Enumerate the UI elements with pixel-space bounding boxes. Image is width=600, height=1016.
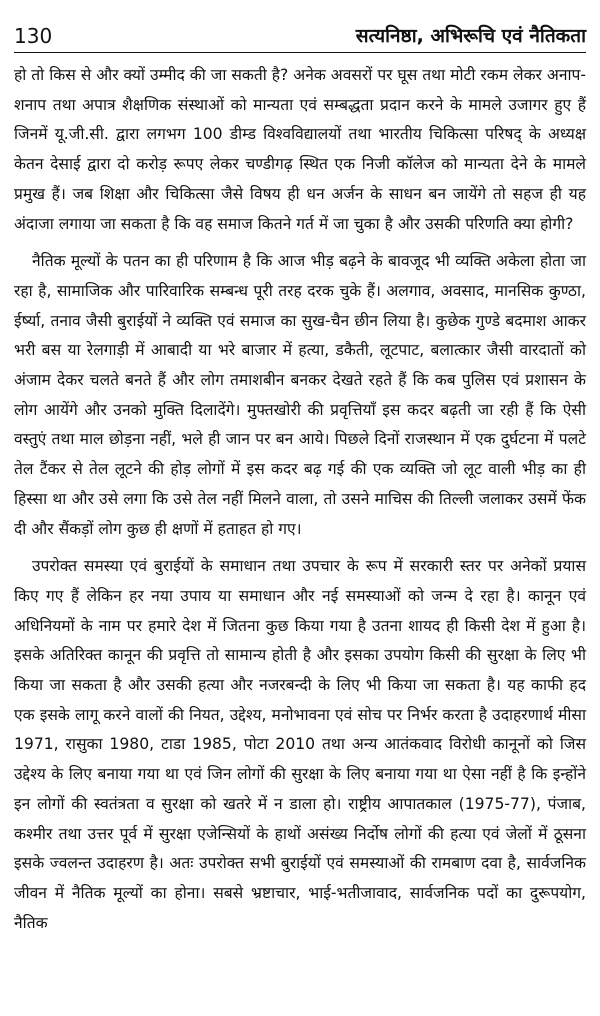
paragraph-moral-decline: नैतिक मूल्यों के पतन का ही परिणाम है कि आज भीड़ बढ़ने के बावजूद भी व्यक्ति अकेला होता जा रहा है, सामाजिक और पारिवारिक सम्बन्ध पूरी तरह दरक चुके हैं। अलगाव, अवसाद, मानसिक कुण्ठा, ईर्ष्या, तनाव जैसी बुराईयों ने व्यक्ति एवं समाज का सुख-चैन छीन लिया है। कुछेक गुण्डे बदमाश आकर भरी बस या रेलगाड़ी में आबादी या भरे बाजार में हत्या, डकैती, लूटपाट, बलात्कार जैसी वारदातों को अंजाम देकर चलते बनते हैं और लोग तमाशबीन बनकर देखते रहते हैं कि कब पुलिस एवं प्रशासन के लोग आयेंगे और उनको मुक्ति दिलादेंगे। मुफ्तखोरी की प्रवृत्तियाँ इस कदर बढ़ती जा रही हैं कि ऐसी वस्तुएं तथा माल छोड़ना नहीं, भले ही जान पर बन आये। पिछले दिनों राजस्थान में एक दुर्घटना में पलटे तेल टैंकर से तेल लूटने की होड़ लोगों में इस कदर बढ़ गई की एक व्यक्ति जो लूट वाली भीड़ का ही हिस्सा था और उसे लगा कि उसे तेल नहीं मिलने वाला, तो उसने माचिस की तिल्ली जलाकर उसमें फेंक दी और सैंकड़ों लोग कुछ ही क्षणों में हताहत हो गए। [14,252,586,538]
header-rule [14,52,586,53]
page-header [14,10,586,52]
paragraph-continuation: हो तो किस से और क्यों उम्मीद की जा सकती है? अनेक अवसरों पर घूस तथा मोटी रकम लेकर अनाप-शनाप तथा अपात्र शैक्षणिक संस्थाओं को मान्यता एवं सम्बद्धता प्रदान करने के मामले उजागर हुए हैं जिनमें यू.जी.सी. द्वारा लगभग 100 डीम्ड विश्वविद्यालयों तथा भारतीय चिकित्सा परिषद् के अध्यक्ष केतन देसाई द्वारा दो करोड़ रूपए लेकर चण्डीगढ़ स्थित एक निजी कॉलेज को मान्यता देने के मामले प्रमुख हैं। जब शिक्षा और चिकित्सा जैसे विषय ही धन अर्जन के साधन बन जायेंगे तो सहज ही यह अंदाजा लगाया जा सकता है कि वह समाज कितने गर्त में जा चुका है और उसकी परिणति क्या होगी? [14,66,586,233]
page-number: 130 [14,24,53,48]
running-title: सत्यनिष्ठा, अभिरूचि एवं नैतिकता [355,25,586,47]
body-text [14,61,586,938]
paragraph-solutions: उपरोक्त समस्या एवं बुराईयों के समाधान तथा उपचार के रूप में सरकारी स्तर पर अनेकों प्रयास किए गए हैं लेकिन हर नया उपाय या समाधान और नई समस्याओं को जन्म दे रहा है। कानून एवं अधिनियमों के नाम पर हमारे देश में जितना कुछ किया गया है उतना शायद ही किसी देश में हुआ है। इसके अतिरिक्त कानून की प्रवृत्ति तो सामान्य होती है और इसका उपयोग किसी की सुरक्षा के लिए भी किया जा सकता है और उसकी हत्या और नजरबन्दी के लिए भी किया जा सकता है। यह काफी हद एक इसके लागू करने वालों की नियत, उद्देश्य, मनोभावना एवं सोच पर निर्भर करता है उदाहरणार्थ मीसा 1971, रासुका 1980, टाडा 1985, पोटा 2010 तथा अन्य आतंकवाद विरोधी कानूनों को जिस उद्देश्य के लिए बनाया गया था एवं जिन लोगों की सुरक्षा के लिए बनाया गया था ऐसा नहीं है कि इन्होंने इन लोगों की स्वतंत्रता व सुरक्षा को खतरे में न डाला हो। राष्ट्रीय आपातकाल (1975-77), पंजाब, कश्मीर तथा उत्तर पूर्व में सुरक्षा एजेन्सियों के हाथों असंख्य निर्दोष लोगों की हत्या एवं जेलों में ठूसना इसके ज्वलन्त उदाहरण है। अतः उपरोक्त सभी बुराईयों एवं समस्याओं की रामबाण दवा है, सार्वजनिक जीवन में नैतिक मूल्यों का होना। सबसे भ्रष्टाचार, भाई-भतीजावाद, सार्वजनिक पदों का दुरूपयोग, नैतिक [14,557,586,932]
